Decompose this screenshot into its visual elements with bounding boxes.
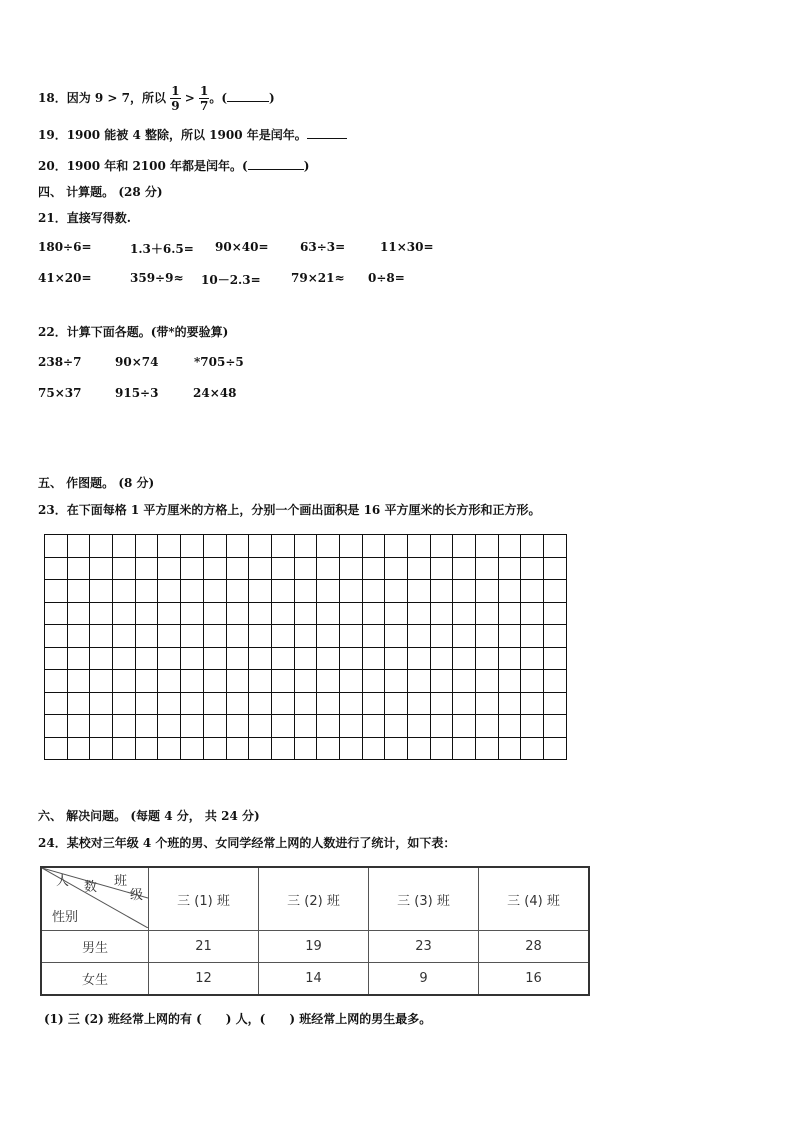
grid-cell[interactable] [135,737,158,760]
grid-cell[interactable] [362,625,385,648]
grid-cell[interactable] [67,580,90,603]
grid-cell[interactable] [271,580,294,603]
grid-cell[interactable] [294,602,317,625]
grid-cell[interactable] [408,602,431,625]
q22-item: 915÷3 [115,386,159,400]
q21-item: 11×30= [380,240,434,254]
grid-cell[interactable] [453,580,476,603]
grid-cell[interactable] [113,715,136,738]
question-22-title: 22．计算下面各题。(带*的要验算) [38,325,229,339]
grid-cell[interactable] [226,647,249,670]
q21-item: 41×20= [38,271,92,285]
grid-cell[interactable] [362,715,385,738]
grid-cell[interactable] [67,557,90,580]
grid-cell[interactable] [453,602,476,625]
grid-cell[interactable] [45,580,68,603]
table-cell: 12 [149,963,259,996]
grid-cell[interactable] [67,625,90,648]
grid-cell[interactable] [544,580,567,603]
section-4-title: 四、 计算题。 (28 分) [38,185,163,199]
grid-cell[interactable] [544,535,567,558]
grid-cell[interactable] [339,557,362,580]
grid-cell[interactable] [135,670,158,693]
grid-cell[interactable] [521,737,544,760]
grid-cell[interactable] [45,647,68,670]
grid-cell[interactable] [430,647,453,670]
grid-cell[interactable] [90,647,113,670]
grid-cell[interactable] [113,647,136,670]
grid-cell[interactable] [158,715,181,738]
grid-cell[interactable] [226,602,249,625]
grid-cell[interactable] [45,737,68,760]
grid-cell[interactable] [226,535,249,558]
grid-cell[interactable] [249,557,272,580]
grid-cell[interactable] [408,670,431,693]
grid-cell[interactable] [113,535,136,558]
grid-cell[interactable] [498,737,521,760]
grid-cell[interactable] [181,692,204,715]
grid-cell[interactable] [135,602,158,625]
q21-item: 359÷9≈ [130,271,184,285]
grid-cell[interactable] [113,692,136,715]
grid-cell[interactable] [498,647,521,670]
grid-cell[interactable] [476,647,499,670]
grid-cell[interactable] [203,647,226,670]
grid-cell[interactable] [294,715,317,738]
grid-cell[interactable] [317,557,340,580]
grid-row [45,692,567,715]
grid-cell[interactable] [135,692,158,715]
table-cell: 19 [259,931,369,963]
grid-cell[interactable] [385,557,408,580]
q22-item: *705÷5 [194,355,244,369]
column-header: 三 (2) 班 [259,867,369,931]
grid-cell[interactable] [113,737,136,760]
grid-cell[interactable] [294,557,317,580]
grid-cell[interactable] [498,715,521,738]
grid-cell[interactable] [498,670,521,693]
grid-cell[interactable] [430,602,453,625]
grid-cell[interactable] [67,535,90,558]
grid-cell[interactable] [249,692,272,715]
grid-cell[interactable] [476,670,499,693]
grid-cell[interactable] [181,580,204,603]
table-cell: 23 [369,931,479,963]
grid-cell[interactable] [453,647,476,670]
grid-cell[interactable] [90,737,113,760]
grid-cell[interactable] [158,692,181,715]
grid-cell[interactable] [158,535,181,558]
grid-cell[interactable] [203,557,226,580]
grid-cell[interactable] [521,692,544,715]
question-23: 23．在下面每格 1 平方厘米的方格上，分别一个画出面积是 16 平方厘米的长方形和正方形。 [38,503,541,517]
grid-cell[interactable] [271,670,294,693]
grid-cell[interactable] [203,692,226,715]
grid-cell[interactable] [181,625,204,648]
grid-cell[interactable] [385,602,408,625]
grid-cell[interactable] [498,625,521,648]
grid-cell[interactable] [317,715,340,738]
grid-cell[interactable] [385,647,408,670]
grid-cell[interactable] [476,580,499,603]
grid-cell[interactable] [521,625,544,648]
grid-cell[interactable] [158,670,181,693]
grid-cell[interactable] [453,715,476,738]
grid-cell[interactable] [158,557,181,580]
grid-cell[interactable] [498,692,521,715]
grid-cell[interactable] [113,602,136,625]
grid-cell[interactable] [544,692,567,715]
question-19: 19．1900 能被 4 整除，所以 1900 年是闰年。 [38,126,347,143]
grid-cell[interactable] [90,715,113,738]
grid-cell[interactable] [203,602,226,625]
grid-cell[interactable] [113,625,136,648]
grid-cell[interactable] [45,602,68,625]
grid-cell[interactable] [226,737,249,760]
grid-cell[interactable] [339,737,362,760]
grid-cell[interactable] [45,692,68,715]
q21-item: 1.3＋6.5= [130,242,194,256]
table-cell: 16 [479,963,590,996]
grid-cell[interactable] [67,670,90,693]
grid-cell[interactable] [226,670,249,693]
grid-row [45,625,567,648]
grid-cell[interactable] [135,647,158,670]
grid-cell[interactable] [67,715,90,738]
grid-cell[interactable] [45,625,68,648]
grid-cell[interactable] [158,580,181,603]
grid-cell[interactable] [90,580,113,603]
fraction-one-ninth: $\frac{1}{9}$ [171,84,180,113]
grid-cell[interactable] [203,535,226,558]
grid-cell[interactable] [453,737,476,760]
question-24-part-1: (1) 三 (2) 班经常上网的有 ( ) 人，( ) 班经常上网的男生最多。 [44,1012,432,1026]
corner-label-ren: 人 [56,874,70,889]
grid-cell[interactable] [385,580,408,603]
grid-cell[interactable] [498,580,521,603]
grid-cell[interactable] [362,647,385,670]
grid-row [45,602,567,625]
grid-cell[interactable] [362,535,385,558]
grid-cell[interactable] [249,580,272,603]
grid-cell[interactable] [521,670,544,693]
grid-cell[interactable] [339,670,362,693]
grid-cell[interactable] [181,557,204,580]
grid-cell[interactable] [135,557,158,580]
grid-cell[interactable] [385,692,408,715]
q21-item: 0÷8= [368,271,405,285]
grid-cell[interactable] [339,625,362,648]
grid-cell[interactable] [430,715,453,738]
grid-cell[interactable] [385,737,408,760]
grid-cell[interactable] [249,737,272,760]
grid-cell[interactable] [113,670,136,693]
grid-cell[interactable] [226,580,249,603]
grid-cell[interactable] [317,692,340,715]
grid-cell[interactable] [339,692,362,715]
grid-cell[interactable] [430,625,453,648]
section-6-title: 六、 解决问题。 (每题 4 分， 共 24 分) [38,809,260,823]
grid-cell[interactable] [226,625,249,648]
grid-cell[interactable] [521,580,544,603]
table-cell: 21 [149,931,259,963]
grid-cell[interactable] [453,670,476,693]
grid-cell[interactable] [408,625,431,648]
grid-cell[interactable] [90,535,113,558]
grid-cell[interactable] [544,625,567,648]
grid-cell[interactable] [430,737,453,760]
grid-cell[interactable] [317,625,340,648]
grid-cell[interactable] [203,580,226,603]
q21-item: 79×21≈ [291,271,345,285]
grid-cell[interactable] [249,602,272,625]
grid-cell[interactable] [249,625,272,648]
grid-cell[interactable] [430,557,453,580]
grid-cell[interactable] [67,647,90,670]
grid-cell[interactable] [408,737,431,760]
grid-cell[interactable] [521,557,544,580]
grid-cell[interactable] [226,692,249,715]
grid-cell[interactable] [294,670,317,693]
grid-cell[interactable] [339,715,362,738]
grid-cell[interactable] [476,602,499,625]
corner-label-gender: 性别 [52,910,79,925]
grid-cell[interactable] [113,557,136,580]
grid-cell[interactable] [544,602,567,625]
grid-cell[interactable] [521,535,544,558]
q22-item: 90×74 [115,355,159,369]
q21-item: 63÷3= [300,240,346,254]
grid-cell[interactable] [317,737,340,760]
grid-cell[interactable] [430,692,453,715]
question-18: 18．因为 9 > 7，所以 $\frac{1}{9}$ > $\frac{1}{7}$ 。( ) [38,84,275,113]
grid-cell[interactable] [453,535,476,558]
grid-cell[interactable] [317,535,340,558]
grid-cell[interactable] [271,535,294,558]
grid-cell[interactable] [498,557,521,580]
grid-cell[interactable] [521,715,544,738]
grid-row [45,580,567,603]
grid-row [45,715,567,738]
grid-cell[interactable] [45,715,68,738]
grid-cell[interactable] [181,715,204,738]
grid-cell[interactable] [158,647,181,670]
grid-cell[interactable] [476,557,499,580]
answer-blank-19[interactable] [307,126,347,139]
grid-cell[interactable] [135,715,158,738]
grid-cell[interactable] [158,737,181,760]
grid-cell[interactable] [453,692,476,715]
grid-cell[interactable] [271,557,294,580]
grid-row [45,737,567,760]
grid-cell[interactable] [203,737,226,760]
grid-cell[interactable] [544,737,567,760]
fraction-one-seventh: $\frac{1}{7}$ [199,84,209,113]
drawing-grid[interactable] [44,534,567,760]
grid-cell[interactable] [453,625,476,648]
grid-cell[interactable] [67,737,90,760]
row-label: 女生 [41,963,149,996]
grid-cell[interactable] [430,670,453,693]
grid-cell[interactable] [544,715,567,738]
table-cell: 9 [369,963,479,996]
table-cell: 14 [259,963,369,996]
section-5-title: 五、 作图题。 (8 分) [38,476,155,490]
grid-cell[interactable] [90,692,113,715]
grid-cell[interactable] [408,647,431,670]
grid-cell[interactable] [385,670,408,693]
grid-cell[interactable] [294,692,317,715]
grid-cell[interactable] [90,625,113,648]
grid-cell[interactable] [203,625,226,648]
grid-cell[interactable] [430,535,453,558]
grid-cell[interactable] [181,647,204,670]
column-header: 三 (3) 班 [369,867,479,931]
grid-cell[interactable] [476,535,499,558]
grid-cell[interactable] [339,535,362,558]
grid-cell[interactable] [271,602,294,625]
grid-cell[interactable] [45,535,68,558]
grid-cell[interactable] [226,557,249,580]
grid-cell[interactable] [408,692,431,715]
grid-cell[interactable] [317,670,340,693]
grid-cell[interactable] [249,715,272,738]
grid-cell[interactable] [90,602,113,625]
grid-cell[interactable] [385,535,408,558]
grid-cell[interactable] [476,715,499,738]
column-header: 三 (1) 班 [149,867,259,931]
grid-cell[interactable] [385,715,408,738]
grid-cell[interactable] [544,647,567,670]
grid-cell[interactable] [476,737,499,760]
grid-cell[interactable] [271,692,294,715]
grid-cell[interactable] [90,557,113,580]
q21-item: 90×40= [215,240,269,254]
grid-cell[interactable] [521,647,544,670]
grid-cell[interactable] [476,625,499,648]
table-cell: 28 [479,931,590,963]
internet-usage-table [40,866,590,996]
grid-row [45,670,567,693]
q21-item: 180÷6= [38,240,92,254]
grid-cell[interactable] [271,715,294,738]
grid-cell[interactable] [362,602,385,625]
grid-cell[interactable] [476,692,499,715]
grid-cell[interactable] [339,647,362,670]
answer-blank-18[interactable] [227,89,269,102]
grid-cell[interactable] [181,737,204,760]
grid-row [45,557,567,580]
grid-cell[interactable] [294,535,317,558]
grid-cell[interactable] [521,602,544,625]
grid-cell[interactable] [294,580,317,603]
grid-cell[interactable] [362,670,385,693]
corner-label-ban: 班 [114,874,128,889]
answer-blank-20[interactable] [248,157,304,170]
grid-cell[interactable] [408,557,431,580]
question-21-title: 21．直接写得数. [38,211,131,225]
grid-cell[interactable] [181,602,204,625]
grid-cell[interactable] [158,625,181,648]
q21-item: 10－2.3= [201,273,261,287]
grid-cell[interactable] [453,557,476,580]
grid-cell[interactable] [181,535,204,558]
grid-cell[interactable] [226,715,249,738]
grid-cell[interactable] [271,647,294,670]
grid-cell[interactable] [249,535,272,558]
grid-cell[interactable] [408,715,431,738]
grid-cell[interactable] [135,625,158,648]
column-header: 三 (4) 班 [479,867,590,931]
grid-cell[interactable] [294,737,317,760]
grid-cell[interactable] [498,602,521,625]
grid-cell[interactable] [45,557,68,580]
q22-item: 238÷7 [38,355,82,369]
grid-cell[interactable] [362,580,385,603]
q22-item: 75×37 [38,386,82,400]
q22-item: 24×48 [193,386,237,400]
grid-row [45,647,567,670]
grid-cell[interactable] [67,602,90,625]
grid-cell[interactable] [203,715,226,738]
grid-cell[interactable] [544,557,567,580]
grid-cell[interactable] [408,580,431,603]
grid-cell[interactable] [113,580,136,603]
row-label: 男生 [41,931,149,963]
grid-cell[interactable] [45,670,68,693]
grid-cell[interactable] [339,602,362,625]
grid-cell[interactable] [158,602,181,625]
grid-cell[interactable] [67,692,90,715]
grid-cell[interactable] [362,557,385,580]
grid-cell[interactable] [249,670,272,693]
table-corner-header [41,867,149,931]
grid-cell[interactable] [203,670,226,693]
grid-cell[interactable] [271,625,294,648]
question-24: 24．某校对三年级 4 个班的男、女同学经常上网的人数进行了统计，如下表： [38,836,456,850]
question-20: 20．1900 年和 2100 年都是闰年。( ) [38,159,310,173]
grid-cell[interactable] [385,625,408,648]
grid-cell[interactable] [294,647,317,670]
grid-cell[interactable] [362,737,385,760]
grid-cell[interactable] [339,580,362,603]
grid-cell[interactable] [544,670,567,693]
grid-cell[interactable] [362,692,385,715]
grid-cell[interactable] [249,647,272,670]
grid-row [45,535,567,558]
grid-cell[interactable] [317,602,340,625]
grid-cell[interactable] [317,580,340,603]
grid-cell[interactable] [90,670,113,693]
grid-cell[interactable] [498,535,521,558]
grid-cell[interactable] [294,625,317,648]
grid-cell[interactable] [271,737,294,760]
grid-cell[interactable] [135,580,158,603]
corner-label-shu: 数 [84,880,98,895]
table-row [41,963,589,996]
corner-label-ji: 级 [130,888,144,903]
table-row [41,931,589,963]
grid-cell[interactable] [181,670,204,693]
grid-cell[interactable] [317,647,340,670]
grid-cell[interactable] [135,535,158,558]
grid-cell[interactable] [430,580,453,603]
grid-cell[interactable] [408,535,431,558]
